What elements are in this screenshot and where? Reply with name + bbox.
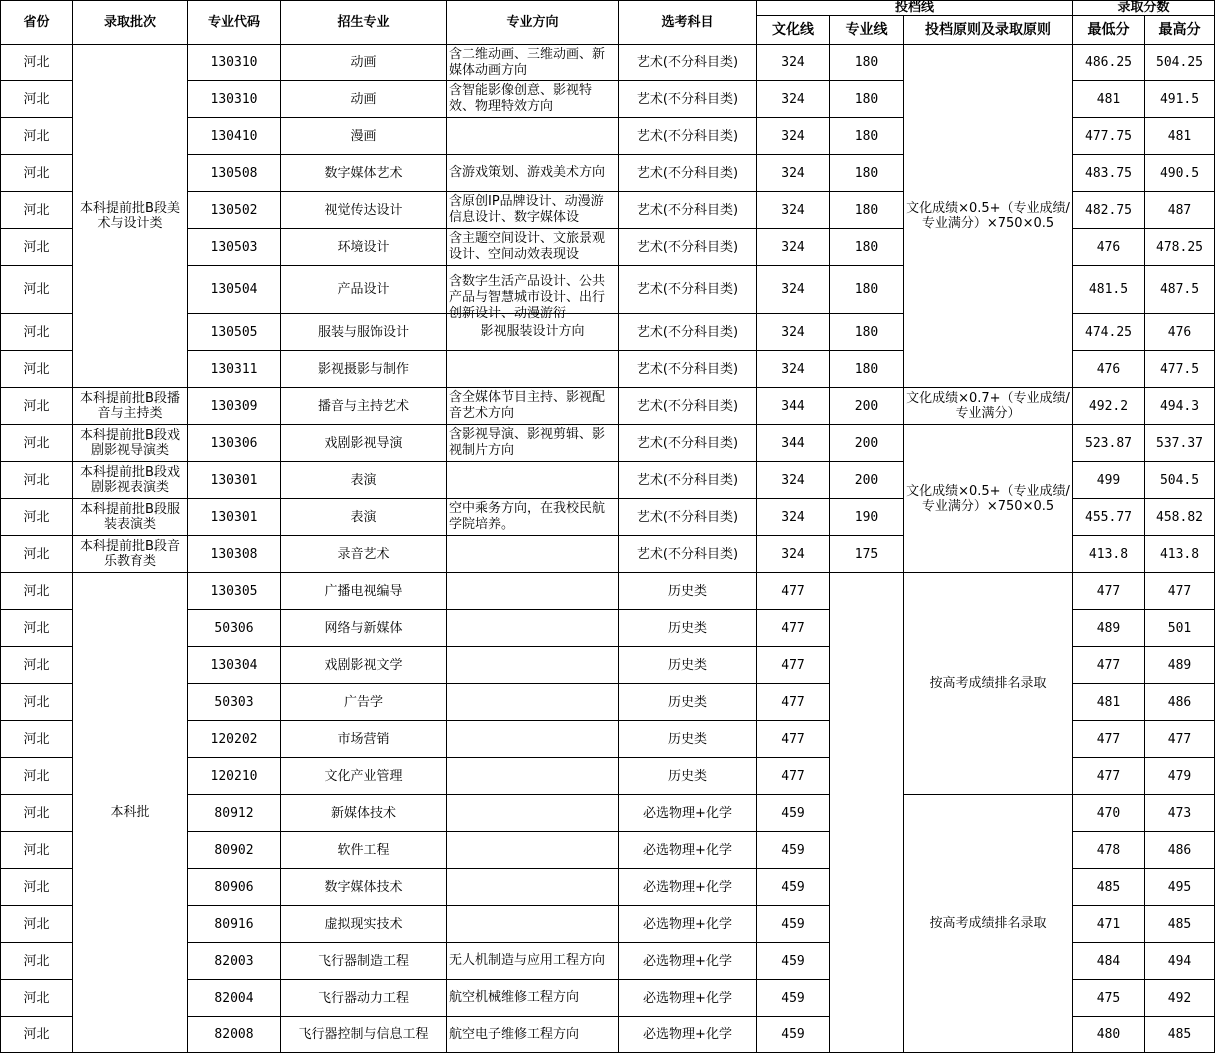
- major-name-cell: 数字媒体艺术: [281, 155, 447, 192]
- major-name-cell: 动画: [281, 45, 447, 81]
- major-name-cell: 戏剧影视文学: [281, 647, 447, 684]
- major-line-cell: 200: [830, 462, 904, 499]
- subjects-cell: 艺术(不分科目类): [619, 388, 757, 425]
- major-code-cell: 130310: [188, 45, 281, 81]
- max-score-cell: 485: [1145, 1017, 1215, 1053]
- major-name-cell: 产品设计: [281, 266, 447, 314]
- max-score-cell: 485: [1145, 906, 1215, 943]
- principle-cell: 文化成绩×0.5+（专业成绩/专业满分）×750×0.5: [904, 45, 1073, 388]
- subjects-cell: 历史类: [619, 684, 757, 721]
- max-score-cell: 494: [1145, 943, 1215, 980]
- province-cell: 河北: [1, 462, 73, 499]
- major-name-cell: 动画: [281, 81, 447, 118]
- culture-line-cell: 344: [757, 425, 830, 462]
- min-score-cell: 478: [1073, 832, 1145, 869]
- min-score-cell: 477: [1073, 573, 1145, 610]
- major-code-cell: 130301: [188, 499, 281, 536]
- major-name-cell: 视觉传达设计: [281, 192, 447, 229]
- max-score-cell: 477.5: [1145, 351, 1215, 388]
- culture-line-cell: 459: [757, 943, 830, 980]
- header-major: 招生专业: [281, 1, 447, 45]
- major-code-cell: 130309: [188, 388, 281, 425]
- province-cell: 河北: [1, 1017, 73, 1053]
- major-name-cell: 广告学: [281, 684, 447, 721]
- province-cell: 河北: [1, 610, 73, 647]
- header-province: 省份: [1, 1, 73, 45]
- direction-cell: [447, 980, 619, 1017]
- major-code-cell: 130305: [188, 573, 281, 610]
- major-line-cell: 180: [830, 192, 904, 229]
- culture-line-cell: 324: [757, 351, 830, 388]
- culture-line-cell: 477: [757, 573, 830, 610]
- subjects-cell: 艺术(不分科目类): [619, 499, 757, 536]
- header-min: 最低分: [1073, 16, 1145, 45]
- direction-text: 航空电子维修工程方向: [449, 1026, 580, 1042]
- major-name-cell: 影视摄影与制作: [281, 351, 447, 388]
- culture-line-cell: 477: [757, 610, 830, 647]
- major-line-cell: 180: [830, 118, 904, 155]
- min-score-cell: 477: [1073, 721, 1145, 758]
- min-score-cell: 484: [1073, 943, 1145, 980]
- table-row: [1, 573, 1215, 610]
- direction-cell: [447, 192, 619, 229]
- header-score-group: 录取分数: [1073, 1, 1215, 16]
- province-cell: 河北: [1, 266, 73, 314]
- province-cell: 河北: [1, 684, 73, 721]
- direction-cell: [447, 229, 619, 266]
- subjects-cell: 艺术(不分科目类): [619, 155, 757, 192]
- major-line-cell: 180: [830, 314, 904, 351]
- header-max: 最高分: [1145, 16, 1215, 45]
- batch-cell: 本科提前批B段戏剧影视导演类: [73, 425, 188, 462]
- major-code-cell: 50303: [188, 684, 281, 721]
- major-name-cell: 数字媒体技术: [281, 869, 447, 906]
- culture-line-cell: 324: [757, 314, 830, 351]
- batch-cell: 本科提前批B段音乐教育类: [73, 536, 188, 573]
- major-name-cell: 虚拟现实技术: [281, 906, 447, 943]
- major-line-cell: 175: [830, 536, 904, 573]
- major-name-cell: 文化产业管理: [281, 758, 447, 795]
- subjects-cell: 必选物理+化学: [619, 1017, 757, 1053]
- min-score-cell: 477.75: [1073, 118, 1145, 155]
- direction-cell: [447, 118, 619, 155]
- major-code-cell: 130503: [188, 229, 281, 266]
- min-score-cell: 483.75: [1073, 155, 1145, 192]
- table-row: [1, 388, 1215, 425]
- direction-cell: [447, 869, 619, 906]
- major-code-cell: 130504: [188, 266, 281, 314]
- direction-text: 含二维动画、三维动画、新媒体动画方向: [449, 46, 606, 78]
- major-code-cell: 82008: [188, 1017, 281, 1053]
- province-cell: 河北: [1, 980, 73, 1017]
- header-major-line: 专业线: [830, 16, 904, 45]
- major-line-cell: 190: [830, 499, 904, 536]
- direction-cell: [447, 536, 619, 573]
- culture-line-cell: 324: [757, 118, 830, 155]
- max-score-cell: 495: [1145, 869, 1215, 906]
- min-score-cell: 481: [1073, 684, 1145, 721]
- min-score-cell: 476: [1073, 351, 1145, 388]
- culture-line-cell: 324: [757, 266, 830, 314]
- max-score-cell: 413.8: [1145, 536, 1215, 573]
- principle-cell: 文化成绩×0.5+（专业成绩/专业满分）×750×0.5: [904, 425, 1073, 573]
- max-score-cell: 477: [1145, 721, 1215, 758]
- subjects-cell: 艺术(不分科目类): [619, 266, 757, 314]
- direction-cell: [447, 906, 619, 943]
- max-score-cell: 477: [1145, 573, 1215, 610]
- major-code-cell: 50306: [188, 610, 281, 647]
- culture-line-cell: 324: [757, 155, 830, 192]
- major-line-cell: 180: [830, 229, 904, 266]
- province-cell: 河北: [1, 425, 73, 462]
- max-score-cell: 492: [1145, 980, 1215, 1017]
- direction-cell: [447, 81, 619, 118]
- direction-cell: [447, 795, 619, 832]
- province-cell: 河北: [1, 155, 73, 192]
- subjects-cell: 必选物理+化学: [619, 869, 757, 906]
- direction-text: 含数字生活产品设计、公共产品与智慧城市设计、出行创新设计、动漫游衍: [449, 273, 606, 321]
- subjects-cell: 历史类: [619, 758, 757, 795]
- subjects-cell: 艺术(不分科目类): [619, 45, 757, 81]
- batch-cell: 本科批: [73, 573, 188, 1053]
- max-score-cell: 476: [1145, 314, 1215, 351]
- province-cell: 河北: [1, 45, 73, 81]
- major-name-cell: 飞行器控制与信息工程: [281, 1017, 447, 1053]
- culture-line-cell: 344: [757, 388, 830, 425]
- province-cell: 河北: [1, 388, 73, 425]
- province-cell: 河北: [1, 351, 73, 388]
- culture-line-cell: 477: [757, 758, 830, 795]
- direction-cell: [447, 462, 619, 499]
- max-score-cell: 479: [1145, 758, 1215, 795]
- min-score-cell: 413.8: [1073, 536, 1145, 573]
- major-code-cell: 80916: [188, 906, 281, 943]
- max-score-cell: 486: [1145, 832, 1215, 869]
- province-cell: 河北: [1, 499, 73, 536]
- min-score-cell: 485: [1073, 869, 1145, 906]
- min-score-cell: 492.2: [1073, 388, 1145, 425]
- max-score-cell: 504.25: [1145, 45, 1215, 81]
- direction-cell: [447, 1017, 619, 1053]
- major-name-cell: 飞行器动力工程: [281, 980, 447, 1017]
- province-cell: 河北: [1, 832, 73, 869]
- province-cell: 河北: [1, 81, 73, 118]
- major-line-cell: 180: [830, 266, 904, 314]
- province-cell: 河北: [1, 943, 73, 980]
- direction-cell: [447, 573, 619, 610]
- major-name-cell: 戏剧影视导演: [281, 425, 447, 462]
- culture-line-cell: 324: [757, 499, 830, 536]
- direction-cell: [447, 499, 619, 536]
- major-code-cell: 82004: [188, 980, 281, 1017]
- batch-cell: 本科提前批B段美术与设计类: [73, 45, 188, 388]
- major-line-cell: 180: [830, 155, 904, 192]
- province-cell: 河北: [1, 573, 73, 610]
- major-line-cell: 200: [830, 425, 904, 462]
- subjects-cell: 艺术(不分科目类): [619, 81, 757, 118]
- major-code-cell: 130410: [188, 118, 281, 155]
- max-score-cell: 486: [1145, 684, 1215, 721]
- max-score-cell: 489: [1145, 647, 1215, 684]
- direction-text: 含全媒体节目主持、影视配音艺术方向: [449, 390, 606, 421]
- min-score-cell: 476: [1073, 229, 1145, 266]
- major-code-cell: 130310: [188, 81, 281, 118]
- direction-text: 含原创IP品牌设计、动漫游信息设计、数字媒体设: [449, 194, 604, 225]
- min-score-cell: 455.77: [1073, 499, 1145, 536]
- province-cell: 河北: [1, 795, 73, 832]
- max-score-cell: 537.37: [1145, 425, 1215, 462]
- subjects-cell: 历史类: [619, 573, 757, 610]
- principle-cell: 按高考成绩排名录取: [904, 795, 1073, 1053]
- header-batch: 录取批次: [73, 1, 188, 45]
- culture-line-cell: 324: [757, 536, 830, 573]
- major-code-cell: 130311: [188, 351, 281, 388]
- culture-line-cell: 459: [757, 980, 830, 1017]
- major-name-cell: 表演: [281, 462, 447, 499]
- subjects-cell: 历史类: [619, 647, 757, 684]
- direction-cell: [447, 351, 619, 388]
- culture-line-cell: 459: [757, 869, 830, 906]
- major-code-cell: 130502: [188, 192, 281, 229]
- major-name-cell: 环境设计: [281, 229, 447, 266]
- min-score-cell: 475: [1073, 980, 1145, 1017]
- header-direction: 专业方向: [447, 1, 619, 45]
- province-cell: 河北: [1, 536, 73, 573]
- direction-text: 含影视导演、影视剪辑、影视制片方向: [449, 427, 606, 458]
- direction-cell: [447, 832, 619, 869]
- max-score-cell: 458.82: [1145, 499, 1215, 536]
- min-score-cell: 470: [1073, 795, 1145, 832]
- min-score-cell: 471: [1073, 906, 1145, 943]
- direction-text: 含主题空间设计、文旅景观设计、空间动效表现设: [449, 231, 606, 262]
- min-score-cell: 481: [1073, 81, 1145, 118]
- major-name-cell: 新媒体技术: [281, 795, 447, 832]
- major-name-cell: 播音与主持艺术: [281, 388, 447, 425]
- major-code-cell: 80906: [188, 869, 281, 906]
- major-code-cell: 130304: [188, 647, 281, 684]
- max-score-cell: 490.5: [1145, 155, 1215, 192]
- header-subjects: 选考科目: [619, 1, 757, 45]
- major-name-cell: 广播电视编导: [281, 573, 447, 610]
- major-code-cell: 130301: [188, 462, 281, 499]
- header-culture-line: 文化线: [757, 16, 830, 45]
- province-cell: 河北: [1, 229, 73, 266]
- max-score-cell: 494.3: [1145, 388, 1215, 425]
- direction-cell: [447, 155, 619, 192]
- province-cell: 河北: [1, 721, 73, 758]
- major-code-cell: 130306: [188, 425, 281, 462]
- header-principle: 投档原则及录取原则: [904, 16, 1073, 45]
- subjects-cell: 艺术(不分科目类): [619, 229, 757, 266]
- major-code-cell: 130508: [188, 155, 281, 192]
- subjects-cell: 必选物理+化学: [619, 832, 757, 869]
- major-line-cell: [830, 573, 904, 1053]
- direction-cell: [447, 721, 619, 758]
- major-line-cell: 180: [830, 81, 904, 118]
- subjects-cell: 必选物理+化学: [619, 980, 757, 1017]
- major-name-cell: 漫画: [281, 118, 447, 155]
- batch-cell: 本科提前批B段戏剧影视表演类: [73, 462, 188, 499]
- major-line-cell: 180: [830, 45, 904, 81]
- major-code-cell: 80912: [188, 795, 281, 832]
- min-score-cell: 480: [1073, 1017, 1145, 1053]
- min-score-cell: 523.87: [1073, 425, 1145, 462]
- province-cell: 河北: [1, 118, 73, 155]
- culture-line-cell: 324: [757, 45, 830, 81]
- min-score-cell: 477: [1073, 647, 1145, 684]
- direction-cell: [447, 425, 619, 462]
- min-score-cell: 474.25: [1073, 314, 1145, 351]
- subjects-cell: 历史类: [619, 610, 757, 647]
- subjects-cell: 艺术(不分科目类): [619, 462, 757, 499]
- major-line-cell: 200: [830, 388, 904, 425]
- header-row-1: [1, 1, 1215, 16]
- direction-text: 含智能影像创意、影视特效、物理特效方向: [449, 83, 593, 114]
- max-score-cell: 487: [1145, 192, 1215, 229]
- province-cell: 河北: [1, 758, 73, 795]
- culture-line-cell: 324: [757, 462, 830, 499]
- culture-line-cell: 459: [757, 1017, 830, 1053]
- major-name-cell: 网络与新媒体: [281, 610, 447, 647]
- principle-cell: 按高考成绩排名录取: [904, 573, 1073, 795]
- major-code-cell: 120210: [188, 758, 281, 795]
- min-score-cell: 481.5: [1073, 266, 1145, 314]
- min-score-cell: 499: [1073, 462, 1145, 499]
- province-cell: 河北: [1, 314, 73, 351]
- direction-text: 航空机械维修工程方向: [449, 990, 580, 1005]
- direction-cell: [447, 388, 619, 425]
- major-name-cell: 市场营销: [281, 721, 447, 758]
- culture-line-cell: 459: [757, 906, 830, 943]
- direction-cell: [447, 647, 619, 684]
- major-name-cell: 软件工程: [281, 832, 447, 869]
- min-score-cell: 482.75: [1073, 192, 1145, 229]
- direction-cell: [447, 758, 619, 795]
- culture-line-cell: 459: [757, 795, 830, 832]
- culture-line-cell: 477: [757, 684, 830, 721]
- max-score-cell: 504.5: [1145, 462, 1215, 499]
- province-cell: 河北: [1, 906, 73, 943]
- direction-text: 无人机制造与应用工程方向: [449, 953, 606, 968]
- principle-cell: 文化成绩×0.7+（专业成绩/专业满分）: [904, 388, 1073, 425]
- subjects-cell: 必选物理+化学: [619, 906, 757, 943]
- max-score-cell: 487.5: [1145, 266, 1215, 314]
- max-score-cell: 491.5: [1145, 81, 1215, 118]
- major-name-cell: 录音艺术: [281, 536, 447, 573]
- direction-cell: [447, 684, 619, 721]
- direction-cell: [447, 610, 619, 647]
- direction-text: 影视服装设计方向: [480, 324, 585, 339]
- major-name-cell: 服装与服饰设计: [281, 314, 447, 351]
- max-score-cell: 478.25: [1145, 229, 1215, 266]
- direction-cell: [447, 45, 619, 81]
- max-score-cell: 473: [1145, 795, 1215, 832]
- batch-cell: 本科提前批B段服装表演类: [73, 499, 188, 536]
- direction-cell: [447, 266, 619, 321]
- direction-text: 空中乘务方向，在我校民航学院培养。: [449, 501, 606, 532]
- min-score-cell: 477: [1073, 758, 1145, 795]
- culture-line-cell: 477: [757, 647, 830, 684]
- direction-cell: [447, 943, 619, 980]
- province-cell: 河北: [1, 647, 73, 684]
- culture-line-cell: 324: [757, 229, 830, 266]
- batch-cell: 本科提前批B段播音与主持类: [73, 388, 188, 425]
- subjects-cell: 艺术(不分科目类): [619, 314, 757, 351]
- major-code-cell: 130505: [188, 314, 281, 351]
- subjects-cell: 必选物理+化学: [619, 795, 757, 832]
- culture-line-cell: 324: [757, 192, 830, 229]
- province-cell: 河北: [1, 192, 73, 229]
- major-line-cell: 180: [830, 351, 904, 388]
- max-score-cell: 481: [1145, 118, 1215, 155]
- header-code: 专业代码: [188, 1, 281, 45]
- subjects-cell: 艺术(不分科目类): [619, 536, 757, 573]
- direction-text: 含游戏策划、游戏美术方向: [449, 165, 606, 180]
- major-code-cell: 80902: [188, 832, 281, 869]
- header-cutoff-group: 投档线: [757, 1, 1073, 16]
- major-code-cell: 82003: [188, 943, 281, 980]
- culture-line-cell: 477: [757, 721, 830, 758]
- min-score-cell: 489: [1073, 610, 1145, 647]
- subjects-cell: 艺术(不分科目类): [619, 192, 757, 229]
- table-row: [1, 45, 1215, 81]
- min-score-cell: 486.25: [1073, 45, 1145, 81]
- subjects-cell: 艺术(不分科目类): [619, 351, 757, 388]
- major-code-cell: 120202: [188, 721, 281, 758]
- subjects-cell: 必选物理+化学: [619, 943, 757, 980]
- subjects-cell: 艺术(不分科目类): [619, 118, 757, 155]
- major-name-cell: 表演: [281, 499, 447, 536]
- max-score-cell: 501: [1145, 610, 1215, 647]
- subjects-cell: 艺术(不分科目类): [619, 425, 757, 462]
- table-body: [1, 45, 1215, 1053]
- major-code-cell: 130308: [188, 536, 281, 573]
- province-cell: 河北: [1, 869, 73, 906]
- culture-line-cell: 324: [757, 81, 830, 118]
- table-row: [1, 425, 1215, 462]
- culture-line-cell: 459: [757, 832, 830, 869]
- major-name-cell: 飞行器制造工程: [281, 943, 447, 980]
- subjects-cell: 历史类: [619, 721, 757, 758]
